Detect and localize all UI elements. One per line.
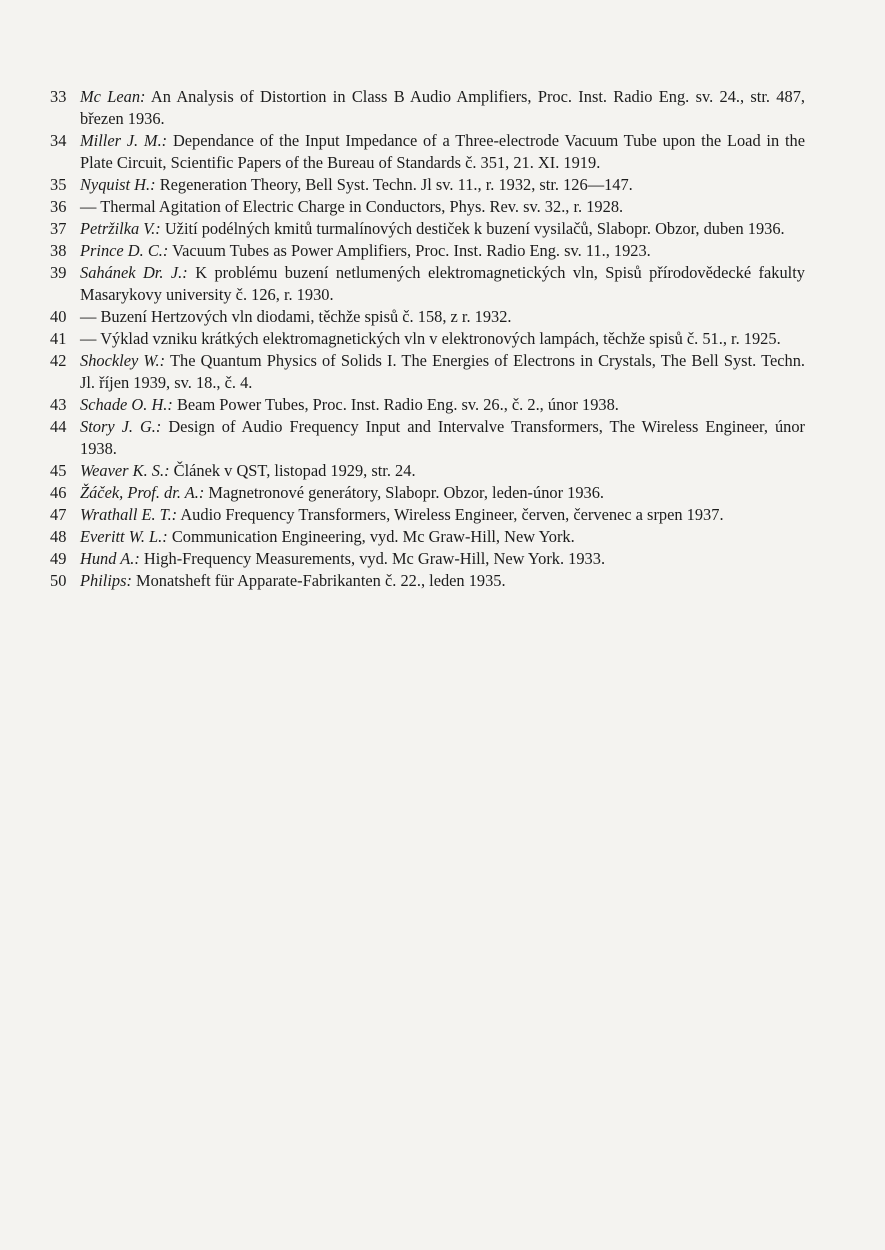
reference-number: 40	[50, 307, 67, 326]
reference-body	[80, 262, 805, 306]
reference-number: 49	[50, 549, 67, 568]
reference-item	[50, 306, 805, 328]
reference-text: Communication Engineering, vyd. Mc Graw-Hill, New York.	[171, 527, 575, 546]
reference-body	[80, 218, 805, 240]
reference-item	[50, 218, 805, 240]
reference-author: Philips:	[80, 571, 132, 590]
reference-number: 46	[50, 483, 67, 502]
reference-text: The Quantum Physics of Solids I. The Energies of Electrons in Crystals, The Bell Syst. Techn. Jl. říjen 1939, sv. 18., č. 4.	[80, 351, 805, 392]
reference-body	[80, 196, 805, 218]
reference-number: 36	[50, 197, 67, 216]
reference-body	[80, 460, 805, 482]
reference-author: Prince D. C.:	[80, 241, 169, 260]
reference-item	[50, 416, 805, 460]
reference-item	[50, 482, 805, 504]
reference-item	[50, 262, 805, 306]
reference-text: Článek v QST, listopad 1929, str. 24.	[173, 461, 416, 480]
reference-text: Užití podélných kmitů turmalínových destiček k buzení vysilačů, Slabopr. Obzor, duben 1936.	[164, 219, 785, 238]
reference-author: Petržilka V.:	[80, 219, 161, 238]
reference-item	[50, 504, 805, 526]
reference-body	[80, 130, 805, 174]
reference-number: 50	[50, 571, 67, 590]
reference-number: 39	[50, 263, 67, 282]
reference-body	[80, 482, 805, 504]
reference-number: 37	[50, 219, 67, 238]
reference-body	[80, 570, 805, 592]
reference-text: Regeneration Theory, Bell Syst. Techn. Jl sv. 11., r. 1932, str. 126—147.	[159, 175, 633, 194]
reference-text: Výklad vzniku krátkých elektromagnetických vln v elektronových lampách, těchže spisů č. 51., r. 1925.	[100, 329, 781, 348]
reference-item	[50, 240, 805, 262]
reference-text: An Analysis of Distortion in Class B Audio Amplifiers, Proc. Inst. Radio Eng. sv. 24., str. 487, březen 1936.	[80, 87, 805, 128]
reference-author: Shockley W.:	[80, 351, 166, 370]
reference-author-dash: —	[80, 329, 97, 348]
reference-author-dash: —	[80, 307, 97, 326]
reference-text: Monatsheft für Apparate-Fabrikanten č. 22., leden 1935.	[136, 571, 506, 590]
reference-author-dash: —	[80, 197, 97, 216]
reference-item	[50, 130, 805, 174]
reference-text: High-Frequency Measurements, vyd. Mc Graw-Hill, New York. 1933.	[143, 549, 606, 568]
reference-text: Vacuum Tubes as Power Amplifiers, Proc. Inst. Radio Eng. sv. 11., 1923.	[172, 241, 651, 260]
reference-number: 41	[50, 329, 67, 348]
reference-number: 34	[50, 131, 67, 150]
reference-author: Story J. G.:	[80, 417, 162, 436]
reference-text: Audio Frequency Transformers, Wireless Engineer, červen, červenec a srpen 1937.	[180, 505, 724, 524]
reference-number: 43	[50, 395, 67, 414]
reference-number: 33	[50, 87, 67, 106]
reference-text: Beam Power Tubes, Proc. Inst. Radio Eng. sv. 26., č. 2., únor 1938.	[176, 395, 619, 414]
reference-author: Miller J. M.:	[80, 131, 168, 150]
reference-item	[50, 570, 805, 592]
reference-author: Hund A.:	[80, 549, 140, 568]
reference-author: Žáček, Prof. dr. A.:	[80, 483, 205, 502]
reference-text: K problému buzení netlumených elektromagnetických vln, Spisů přírodovědecké fakulty Masarykovy university č. 126, r. 1930.	[80, 263, 805, 304]
reference-text: Magnetronové generátory, Slabopr. Obzor, leden-únor 1936.	[208, 483, 605, 502]
reference-item	[50, 526, 805, 548]
reference-body	[80, 328, 805, 350]
reference-body	[80, 350, 805, 394]
reference-item	[50, 350, 805, 394]
reference-item	[50, 548, 805, 570]
reference-author: Schade O. H.:	[80, 395, 173, 414]
reference-text: Buzení Hertzových vln diodami, těchže spisů č. 158, z r. 1932.	[100, 307, 512, 326]
reference-text: Design of Audio Frequency Input and Intervalve Transformers, The Wireless Engineer, únor 1938.	[80, 417, 805, 458]
reference-text: Thermal Agitation of Electric Charge in Conductors, Phys. Rev. sv. 32., r. 1928.	[100, 197, 624, 216]
reference-body	[80, 394, 805, 416]
reference-item	[50, 328, 805, 350]
reference-number: 44	[50, 417, 67, 436]
reference-body	[80, 86, 805, 130]
reference-item	[50, 86, 805, 130]
reference-item	[50, 196, 805, 218]
reference-author: Mc Lean:	[80, 87, 146, 106]
reference-author: Nyquist H.:	[80, 175, 156, 194]
reference-number: 42	[50, 351, 67, 370]
reference-list	[50, 86, 805, 592]
reference-body	[80, 548, 805, 570]
reference-number: 45	[50, 461, 67, 480]
reference-text: Dependance of the Input Impedance of a Three-electrode Vacuum Tube upon the Load in the Plate Circuit, Scientific Papers of the Bureau of Standards č. 351, 21. XI. 1919.	[80, 131, 805, 172]
reference-body	[80, 504, 805, 526]
reference-author: Weaver K. S.:	[80, 461, 170, 480]
reference-author: Wrathall E. T.:	[80, 505, 178, 524]
reference-item	[50, 460, 805, 482]
reference-body	[80, 306, 805, 328]
reference-number: 48	[50, 527, 67, 546]
reference-number: 35	[50, 175, 67, 194]
reference-number: 47	[50, 505, 67, 524]
reference-body	[80, 240, 805, 262]
reference-item	[50, 394, 805, 416]
reference-author: Everitt W. L.:	[80, 527, 168, 546]
reference-body	[80, 416, 805, 460]
reference-author: Sahánek Dr. J.:	[80, 263, 188, 282]
reference-item	[50, 174, 805, 196]
reference-body	[80, 526, 805, 548]
reference-body	[80, 174, 805, 196]
reference-number: 38	[50, 241, 67, 260]
